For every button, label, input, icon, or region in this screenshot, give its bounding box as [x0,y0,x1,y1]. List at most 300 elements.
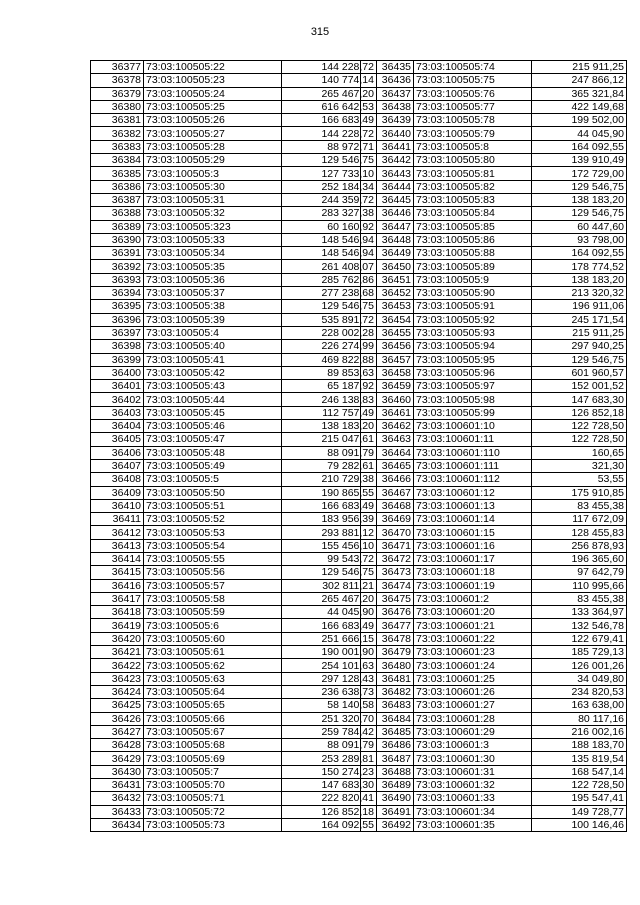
table-row [361,380,627,393]
row-number-cell: 36450 [361,260,414,273]
table-row [91,180,377,193]
value-cell: 190 001,90 [282,646,377,659]
value-cell: 297 128,43 [282,672,377,685]
cadastral-number-cell: 73:03:100505:8 [414,140,532,153]
row-number-cell: 36475 [361,592,414,605]
table-row [361,606,627,619]
cadastral-number-cell: 73:03:100505:47 [144,433,282,446]
value-cell: 283 327,38 [282,207,377,220]
value-cell: 110 995,66 [532,579,627,592]
row-number-cell: 36394 [91,287,144,300]
cadastral-number-cell: 73:03:100505:6 [144,619,282,632]
value-cell: 129 546,75 [282,154,377,167]
row-number-cell: 36455 [361,326,414,339]
row-number-cell: 36486 [361,739,414,752]
value-cell: 166 683,49 [282,619,377,632]
value-cell: 44 045,90 [282,606,377,619]
row-number-cell: 36416 [91,579,144,592]
table-row [91,699,377,712]
row-number-cell: 36414 [91,552,144,565]
value-cell: 149 728,77 [532,805,627,818]
cadastral-number-cell: 73:03:100505:323 [144,220,282,233]
cadastral-number-cell: 73:03:100505:88 [414,247,532,260]
value-cell: 163 638,00 [532,699,627,712]
cadastral-number-cell: 73:03:100505:31 [144,193,282,206]
value-cell: 172 729,00 [532,167,627,180]
cadastral-number-cell: 73:03:100505:35 [144,260,282,273]
cadastral-number-cell: 73:03:100505:39 [144,313,282,326]
table-row [91,446,377,459]
value-cell: 195 547,41 [532,792,627,805]
cadastral-number-cell: 73:03:100601:32 [414,779,532,792]
row-number-cell: 36411 [91,513,144,526]
cadastral-number-cell: 73:03:100505:55 [144,552,282,565]
cadastral-number-cell: 73:03:100601:2 [414,592,532,605]
table-row [361,114,627,127]
cadastral-number-cell: 73:03:100601:21 [414,619,532,632]
row-number-cell: 36391 [91,247,144,260]
value-cell: 155 456,10 [282,539,377,552]
row-number-cell: 36492 [361,818,414,831]
row-number-cell: 36487 [361,752,414,765]
row-number-cell: 36417 [91,592,144,605]
row-number-cell: 36406 [91,446,144,459]
value-cell: 128 455,83 [532,526,627,539]
table-row [361,646,627,659]
table-row [91,74,377,87]
table-row [91,313,377,326]
cadastral-number-cell: 73:03:100601:31 [414,765,532,778]
row-number-cell: 36477 [361,619,414,632]
row-number-cell: 36429 [91,752,144,765]
value-cell: 135 819,54 [532,752,627,765]
value-cell: 175 910,85 [532,486,627,499]
value-cell: 88 091,79 [282,739,377,752]
value-cell: 88 091,79 [282,446,377,459]
row-number-cell: 36427 [91,725,144,738]
value-cell: 152 001,52 [532,380,627,393]
table-row [361,233,627,246]
row-number-cell: 36437 [361,87,414,100]
table-row [361,74,627,87]
cadastral-number-cell: 73:03:100505:33 [144,233,282,246]
row-number-cell: 36426 [91,712,144,725]
cadastral-number-cell: 73:03:100505:56 [144,566,282,579]
cadastral-number-cell: 73:03:100505:45 [144,406,282,419]
value-cell: 140 774,14 [282,74,377,87]
value-cell: 246 138,83 [282,393,377,406]
value-cell: 228 002,28 [282,326,377,339]
cadastral-number-cell: 73:03:100601:10 [414,420,532,433]
value-cell: 79 282,61 [282,459,377,472]
value-cell: 166 683,49 [282,114,377,127]
value-cell: 164 092,55 [532,247,627,260]
value-cell: 129 546,75 [282,300,377,313]
table-row [361,459,627,472]
value-cell: 321,30 [532,459,627,472]
row-number-cell: 36420 [91,632,144,645]
row-number-cell: 36419 [91,619,144,632]
cadastral-number-cell: 73:03:100601:20 [414,606,532,619]
table-row [361,792,627,805]
table-row [361,100,627,113]
value-cell: 247 866,12 [532,74,627,87]
row-number-cell: 36488 [361,765,414,778]
value-cell: 138 183,20 [532,273,627,286]
table-row [361,313,627,326]
value-cell: 535 891,72 [282,313,377,326]
table-row [91,579,377,592]
cadastral-number-cell: 73:03:100601:3 [414,739,532,752]
table-row [361,406,627,419]
value-cell: 138 183,20 [532,193,627,206]
row-number-cell: 36457 [361,353,414,366]
row-number-cell: 36408 [91,473,144,486]
row-number-cell: 36380 [91,100,144,113]
row-number-cell: 36471 [361,539,414,552]
row-number-cell: 36400 [91,366,144,379]
value-cell: 129 546,75 [532,207,627,220]
row-number-cell: 36413 [91,539,144,552]
value-cell: 277 238,68 [282,287,377,300]
table-row [361,526,627,539]
cadastral-number-cell: 73:03:100505:52 [144,513,282,526]
table-row [91,247,377,260]
table-row [91,273,377,286]
cadastral-number-cell: 73:03:100601:26 [414,685,532,698]
row-number-cell: 36398 [91,340,144,353]
cadastral-number-cell: 73:03:100505:36 [144,273,282,286]
value-cell: 168 547,14 [532,765,627,778]
value-cell: 253 289,81 [282,752,377,765]
row-number-cell: 36436 [361,74,414,87]
table-row [91,127,377,140]
table-row [361,433,627,446]
table-row [91,592,377,605]
cadastral-number-cell: 73:03:100601:110 [414,446,532,459]
row-number-cell: 36465 [361,459,414,472]
table-row [91,685,377,698]
value-cell: 58 140,58 [282,699,377,712]
row-number-cell: 36447 [361,220,414,233]
value-cell: 144 228,72 [282,127,377,140]
value-cell: 285 762,86 [282,273,377,286]
value-cell: 616 642,53 [282,100,377,113]
row-number-cell: 36393 [91,273,144,286]
row-number-cell: 36385 [91,167,144,180]
table-row [361,752,627,765]
row-number-cell: 36483 [361,699,414,712]
value-cell: 117 672,09 [532,513,627,526]
row-number-cell: 36480 [361,659,414,672]
value-cell: 254 101,63 [282,659,377,672]
cadastral-number-cell: 73:03:100505:66 [144,712,282,725]
table-row [91,326,377,339]
cadastral-number-cell: 73:03:100601:13 [414,499,532,512]
table-row [91,393,377,406]
table-row [91,818,377,831]
value-cell: 236 638,73 [282,685,377,698]
cadastral-number-cell: 73:03:100505:79 [414,127,532,140]
value-cell: 196 911,06 [532,300,627,313]
row-number-cell: 36421 [91,646,144,659]
value-cell: 297 940,25 [532,340,627,353]
table-row [361,340,627,353]
table-row [361,699,627,712]
cadastral-number-cell: 73:03:100505:48 [144,446,282,459]
cadastral-number-cell: 73:03:100601:30 [414,752,532,765]
cadastral-number-cell: 73:03:100505:44 [144,393,282,406]
table-row [91,473,377,486]
table-row [91,154,377,167]
row-number-cell: 36456 [361,340,414,353]
row-number-cell: 36453 [361,300,414,313]
row-number-cell: 36430 [91,765,144,778]
value-cell: 127 733,10 [282,167,377,180]
table-row [361,260,627,273]
table-row [361,393,627,406]
table-row [361,127,627,140]
cadastral-number-cell: 73:03:100505:38 [144,300,282,313]
value-cell: 422 149,68 [532,100,627,113]
value-cell: 150 274,23 [282,765,377,778]
cadastral-number-cell: 73:03:100505:58 [144,592,282,605]
table-row [361,486,627,499]
table-row [361,193,627,206]
row-number-cell: 36452 [361,287,414,300]
table-row [361,247,627,260]
value-cell: 215 911,25 [532,326,627,339]
value-cell: 126 852,18 [532,406,627,419]
row-number-cell: 36396 [91,313,144,326]
table-row [361,446,627,459]
cadastral-number-cell: 73:03:100505:86 [414,233,532,246]
value-cell: 178 774,52 [532,260,627,273]
row-number-cell: 36474 [361,579,414,592]
table-row [91,233,377,246]
value-cell: 122 728,50 [532,433,627,446]
row-number-cell: 36383 [91,140,144,153]
table-row [361,420,627,433]
value-cell: 129 546,75 [532,180,627,193]
row-number-cell: 36449 [361,247,414,260]
cadastral-number-cell: 73:03:100505:67 [144,725,282,738]
left-table-body [91,61,377,832]
table-row [361,140,627,153]
table-row [361,220,627,233]
value-cell: 60 447,60 [532,220,627,233]
table-row [361,619,627,632]
table-row [91,87,377,100]
value-cell: 265 467,20 [282,592,377,605]
cadastral-number-cell: 73:03:100505:64 [144,685,282,698]
table-row [361,685,627,698]
row-number-cell: 36381 [91,114,144,127]
cadastral-number-cell: 73:03:100505:49 [144,459,282,472]
cadastral-number-cell: 73:03:100505:61 [144,646,282,659]
cadastral-number-cell: 73:03:100601:29 [414,725,532,738]
table-row [91,539,377,552]
cadastral-number-cell: 73:03:100601:18 [414,566,532,579]
row-number-cell: 36490 [361,792,414,805]
value-cell: 244 359,72 [282,193,377,206]
table-row [91,792,377,805]
value-cell: 138 183,20 [282,420,377,433]
row-number-cell: 36461 [361,406,414,419]
cadastral-number-cell: 73:03:100505:29 [144,154,282,167]
value-cell: 164 092,55 [532,140,627,153]
row-number-cell: 36384 [91,154,144,167]
cadastral-number-cell: 73:03:100505:54 [144,539,282,552]
value-cell: 245 171,54 [532,313,627,326]
value-cell: 129 546,75 [532,353,627,366]
cadastral-number-cell: 73:03:100505:78 [414,114,532,127]
row-number-cell: 36438 [361,100,414,113]
cadastral-number-cell: 73:03:100505:40 [144,340,282,353]
table-row [91,725,377,738]
row-number-cell: 36446 [361,207,414,220]
table-row [361,579,627,592]
table-row [91,420,377,433]
row-number-cell: 36422 [91,659,144,672]
table-row [91,752,377,765]
row-number-cell: 36485 [361,725,414,738]
row-number-cell: 36404 [91,420,144,433]
row-number-cell: 36472 [361,552,414,565]
value-cell: 215 911,25 [532,61,627,74]
cadastral-number-cell: 73:03:100505:97 [414,380,532,393]
cadastral-number-cell: 73:03:100505:7 [144,765,282,778]
cadastral-number-cell: 73:03:100505:70 [144,779,282,792]
row-number-cell: 36379 [91,87,144,100]
cadastral-number-cell: 73:03:100505:22 [144,61,282,74]
row-number-cell: 36481 [361,672,414,685]
cadastral-number-cell: 73:03:100601:11 [414,433,532,446]
cadastral-number-cell: 73:03:100505:4 [144,326,282,339]
cadastral-number-cell: 73:03:100505:85 [414,220,532,233]
cadastral-number-cell: 73:03:100505:90 [414,287,532,300]
value-cell: 251 666,15 [282,632,377,645]
cadastral-number-cell: 73:03:100505:81 [414,167,532,180]
cadastral-number-cell: 73:03:100505:51 [144,499,282,512]
row-number-cell: 36389 [91,220,144,233]
value-cell: 129 546,75 [282,566,377,579]
value-cell: 188 183,70 [532,739,627,752]
table-row [91,632,377,645]
value-cell: 213 320,32 [532,287,627,300]
row-number-cell: 36378 [91,74,144,87]
row-number-cell: 36407 [91,459,144,472]
cadastral-number-cell: 73:03:100505:3 [144,167,282,180]
row-number-cell: 36473 [361,566,414,579]
cadastral-number-cell: 73:03:100505:41 [144,353,282,366]
table-row [91,739,377,752]
row-number-cell: 36451 [361,273,414,286]
cadastral-number-cell: 73:03:100505:60 [144,632,282,645]
cadastral-number-cell: 73:03:100601:14 [414,513,532,526]
row-number-cell: 36463 [361,433,414,446]
value-cell: 44 045,90 [532,127,627,140]
row-number-cell: 36388 [91,207,144,220]
table-row [361,659,627,672]
value-cell: 293 881,12 [282,526,377,539]
row-number-cell: 36431 [91,779,144,792]
value-cell: 261 408,07 [282,260,377,273]
cadastral-number-cell: 73:03:100601:34 [414,805,532,818]
cadastral-number-cell: 73:03:100601:19 [414,579,532,592]
row-number-cell: 36440 [361,127,414,140]
value-cell: 97 642,79 [532,566,627,579]
value-cell: 80 117,16 [532,712,627,725]
row-number-cell: 36482 [361,685,414,698]
table-row [361,154,627,167]
row-number-cell: 36415 [91,566,144,579]
cadastral-number-cell: 73:03:100505:69 [144,752,282,765]
table-row [91,114,377,127]
cadastral-number-cell: 73:03:100505:94 [414,340,532,353]
table-row [361,818,627,831]
table-row [361,712,627,725]
left-table [90,60,377,832]
table-row [91,353,377,366]
value-cell: 112 757,49 [282,406,377,419]
right-table-body [361,61,627,832]
cadastral-number-cell: 73:03:100505:75 [414,74,532,87]
table-row [361,539,627,552]
table-row [361,779,627,792]
value-cell: 148 546,94 [282,247,377,260]
cadastral-number-cell: 73:03:100601:12 [414,486,532,499]
cadastral-number-cell: 73:03:100505:98 [414,393,532,406]
table-row [91,566,377,579]
row-number-cell: 36401 [91,380,144,393]
value-cell: 469 822,88 [282,353,377,366]
cadastral-number-cell: 73:03:100601:22 [414,632,532,645]
table-row [91,140,377,153]
cadastral-number-cell: 73:03:100505:72 [144,805,282,818]
cadastral-number-cell: 73:03:100601:25 [414,672,532,685]
table-row [361,180,627,193]
value-cell: 302 811,21 [282,579,377,592]
table-row [91,779,377,792]
cadastral-number-cell: 73:03:100505:73 [144,818,282,831]
cadastral-number-cell: 73:03:100505:77 [414,100,532,113]
value-cell: 132 546,78 [532,619,627,632]
row-number-cell: 36462 [361,420,414,433]
cadastral-number-cell: 73:03:100505:80 [414,154,532,167]
value-cell: 164 092,55 [282,818,377,831]
table-row [91,712,377,725]
row-number-cell: 36387 [91,193,144,206]
table-row [361,805,627,818]
cadastral-number-cell: 73:03:100505:68 [144,739,282,752]
value-cell: 265 467,20 [282,87,377,100]
row-number-cell: 36410 [91,499,144,512]
cadastral-number-cell: 73:03:100601:24 [414,659,532,672]
row-number-cell: 36464 [361,446,414,459]
table-row [91,61,377,74]
table-row [91,380,377,393]
table-row [91,672,377,685]
row-number-cell: 36397 [91,326,144,339]
table-row [91,513,377,526]
table-row [91,526,377,539]
row-number-cell: 36423 [91,672,144,685]
row-number-cell: 36399 [91,353,144,366]
table-row [361,632,627,645]
row-number-cell: 36454 [361,313,414,326]
value-cell: 60 160,92 [282,220,377,233]
